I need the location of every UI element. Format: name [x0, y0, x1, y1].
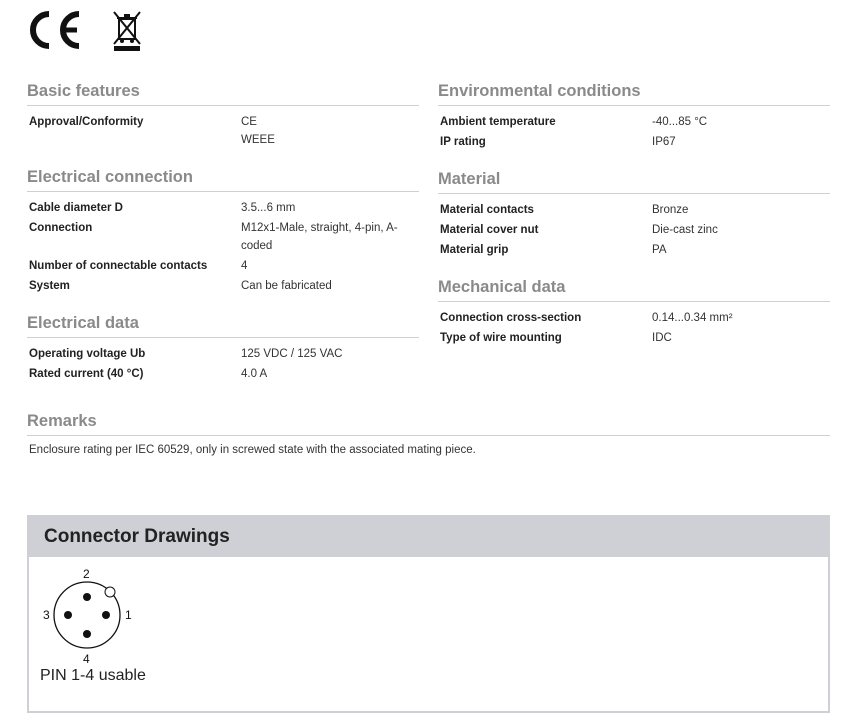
- remarks-text: Enclosure rating per IEC 60529, only in screwed state with the associated mating piece.: [29, 444, 476, 456]
- right-column: [438, 80, 830, 364]
- section-basic-features: [27, 80, 419, 150]
- spec-value: Die-cast zinc: [652, 224, 718, 236]
- spec-row: [27, 364, 419, 384]
- spec-row: [27, 198, 419, 218]
- section-material: [438, 168, 830, 260]
- spec-label: Approval/Conformity: [29, 116, 144, 128]
- pin-contact-3: [64, 611, 72, 619]
- section-electrical-data: [27, 312, 419, 384]
- section-title: Mechanical data: [438, 276, 830, 302]
- spec-label: Connection: [29, 222, 93, 234]
- spec-row: [27, 218, 419, 256]
- pin-contact-1: [102, 611, 110, 619]
- spec-label: Material cover nut: [440, 224, 539, 236]
- ce-mark-icon: [27, 8, 87, 52]
- spec-label: Ambient temperature: [440, 116, 556, 128]
- spec-row: [438, 240, 830, 260]
- spec-label: Rated current (40 °C): [29, 368, 144, 380]
- spec-value: -40...85 °C: [652, 116, 708, 128]
- pin-layout-diagram: [37, 563, 147, 667]
- spec-row: [27, 276, 419, 296]
- weee-bin-icon: [112, 10, 142, 52]
- spec-value: 3.5...6 mm: [241, 202, 296, 214]
- spec-row: [438, 112, 830, 132]
- spec-label: Operating voltage Ub: [29, 348, 146, 360]
- section-title: Electrical connection: [27, 166, 419, 192]
- spec-label: System: [29, 280, 70, 292]
- section-title: Remarks: [27, 410, 830, 436]
- spec-value: PA: [652, 244, 667, 256]
- spec-value: 4: [241, 260, 248, 272]
- section-title: Material: [438, 168, 830, 194]
- spec-row: [27, 112, 419, 150]
- section-environmental-conditions: [438, 80, 830, 152]
- spec-label: Number of connectable contacts: [29, 260, 208, 272]
- spec-value: 125 VDC / 125 VAC: [241, 348, 343, 360]
- spec-value: CE WEEE: [241, 116, 275, 146]
- spec-value: Can be fabricated: [241, 280, 332, 292]
- section-title: Basic features: [27, 80, 419, 106]
- spec-row: [438, 220, 830, 240]
- pin-contact-2: [83, 593, 91, 601]
- pin-contact-4: [83, 630, 91, 638]
- spec-row: [438, 132, 830, 152]
- section-mechanical-data: [438, 276, 830, 348]
- spec-row: [438, 200, 830, 220]
- spec-value: 4.0 A: [241, 368, 268, 380]
- spec-value: IP67: [652, 136, 676, 148]
- section-remarks: [27, 410, 830, 456]
- pin-label-1: 1: [125, 608, 132, 622]
- pin-label-3: 3: [43, 608, 50, 622]
- spec-value: Bronze: [652, 204, 689, 216]
- spec-row: [438, 308, 830, 328]
- spec-label: Material contacts: [440, 204, 534, 216]
- coding-notch: [105, 587, 115, 597]
- section-electrical-connection: [27, 166, 419, 296]
- spec-row: [438, 328, 830, 348]
- connector-drawings-panel: [27, 515, 830, 713]
- spec-value: M12x1-Male, straight, 4-pin, A- coded: [241, 222, 398, 252]
- spec-row: [27, 344, 419, 364]
- pin-label-4: 4: [83, 652, 90, 666]
- spec-label: Connection cross-section: [440, 312, 582, 324]
- left-column: [27, 80, 419, 400]
- section-title: Environmental conditions: [438, 80, 830, 106]
- spec-label: Type of wire mounting: [440, 332, 562, 344]
- spec-value: 0.14...0.34 mm²: [652, 312, 733, 324]
- spec-label: Cable diameter D: [29, 202, 123, 214]
- panel-title: Connector Drawings: [29, 517, 828, 557]
- spec-row: [27, 256, 419, 276]
- pin-caption: PIN 1-4 usable: [40, 667, 146, 684]
- spec-label: Material grip: [440, 244, 509, 256]
- section-title: Electrical data: [27, 312, 419, 338]
- spec-label: IP rating: [440, 136, 486, 148]
- pin-label-2: 2: [83, 567, 90, 581]
- spec-value: IDC: [652, 332, 672, 344]
